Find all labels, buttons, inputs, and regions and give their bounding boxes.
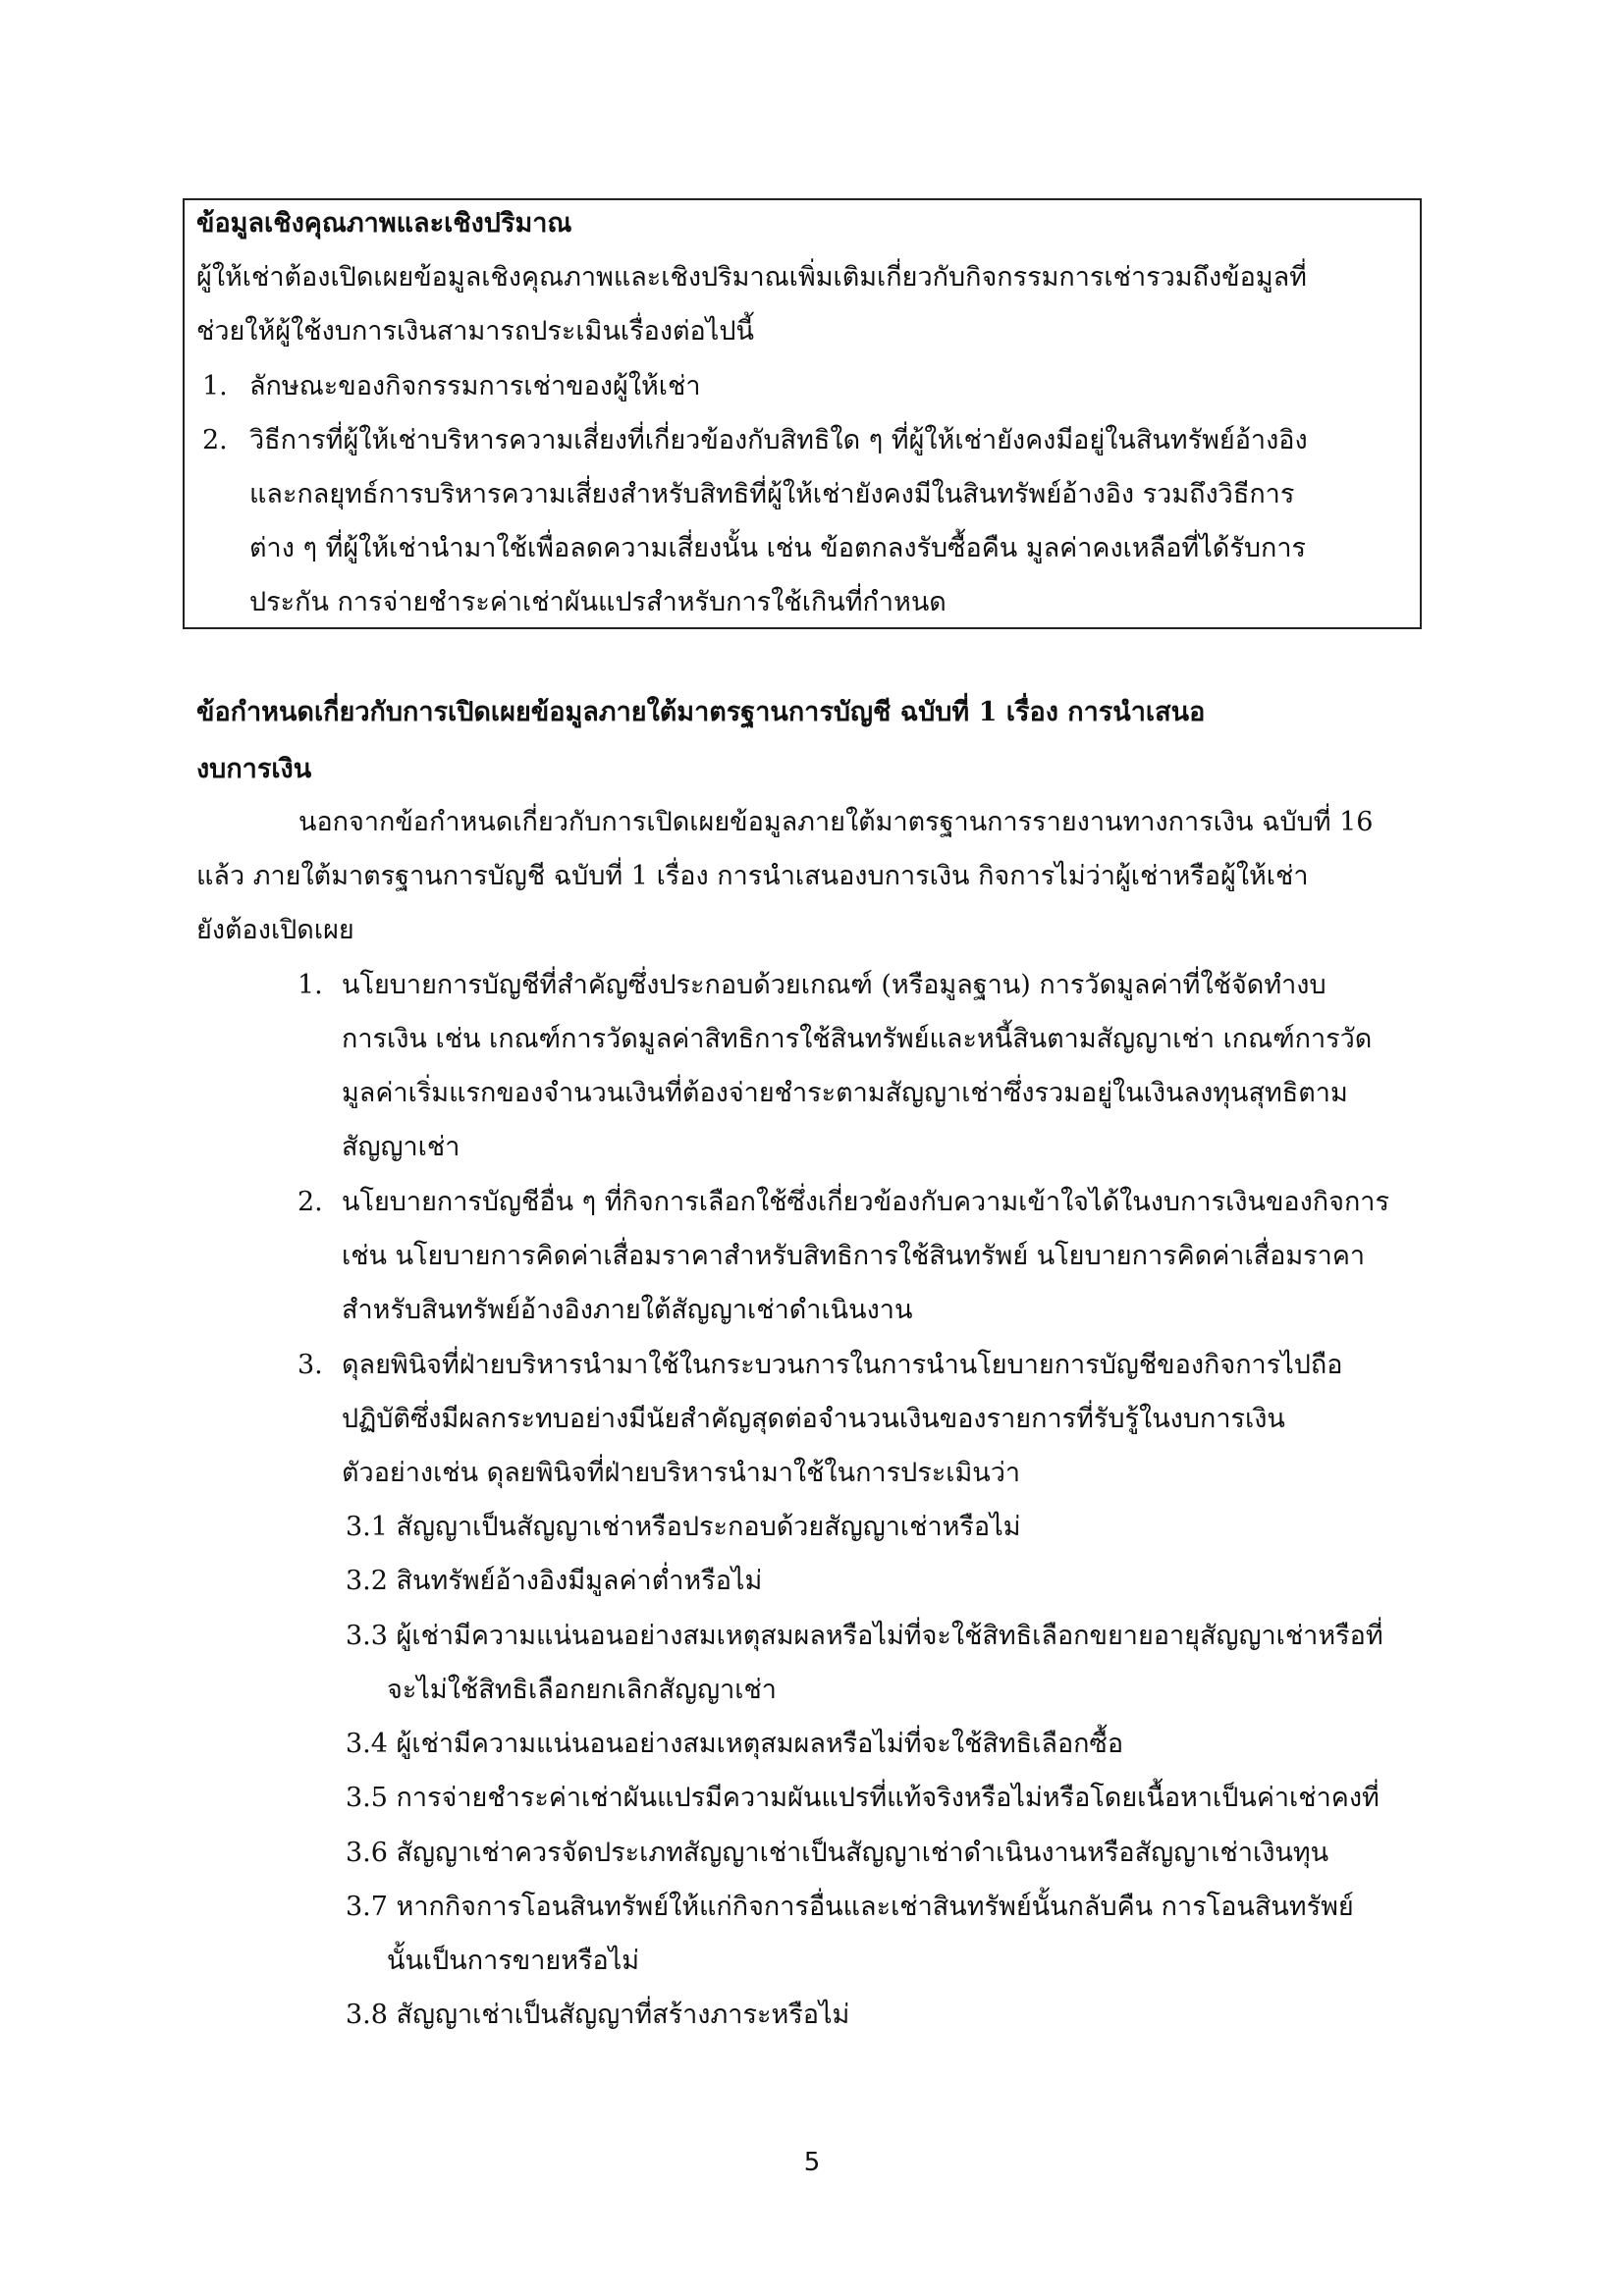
box-item-2-number: 2. [202,425,228,455]
list-item-3-line-3: ตัวอย่างเช่น ดุลยพินิจที่ฝ่ายบริหารนำมาใช้ในการประเมินว่า [342,1458,1021,1488]
box-intro-line-2: ช่วยให้ผู้ใช้งบการเงินสามารถประเมินเรื่องต่อไปนี้ [196,316,754,347]
sub-item-3-3-line-1: 3.3 ผู้เช่ามีความแน่นอนอย่างสมเหตุสมผลหรือไม่ที่จะใช้สิทธิเลือกขยายอายุสัญญาเช่าหรือที่ [346,1621,1383,1651]
sub-item-3-1: 3.1 สัญญาเป็นสัญญาเช่าหรือประกอบด้วยสัญญาเช่าหรือไม่ [346,1512,1021,1542]
list-item-1-line-2: การเงิน เช่น เกณฑ์การวัดมูลค่าสิทธิการใช้สินทรัพย์และหนี้สินตามสัญญาเช่า เกณฑ์การวัด [342,1024,1373,1054]
list-item-3-line-1: ดุลยพินิจที่ฝ่ายบริหารนำมาใช้ในกระบวนการในการนำนโยบายการบัญชีของกิจการไปถือ [342,1350,1343,1380]
paragraph-line-3: ยังต้องเปิดเผย [196,915,354,945]
box-item-2-line-4: ประกัน การจ่ายชำระค่าเช่าผันแปรสำหรับการใช้เกินที่กำหนด [249,587,947,617]
list-item-1-line-3: มูลค่าเริ่มแรกของจำนวนเงินที่ต้องจ่ายชำระตามสัญญาเช่าซึ่งรวมอยู่ในเงินลงทุนสุทธิตาม [342,1078,1348,1108]
list-item-3-number: 3. [298,1350,323,1380]
sub-item-3-8: 3.8 สัญญาเช่าเป็นสัญญาที่สร้างภาระหรือไม่ [346,2000,850,2030]
box-intro-line-1: ผู้ให้เช่าต้องเปิดเผยข้อมูลเชิงคุณภาพและเชิงปริมาณเพิ่มเติมเกี่ยวกับกิจกรรมการเช่ารวมถึงข้อมูลที่ [196,262,1307,293]
list-item-2-number: 2. [298,1187,323,1217]
box-title: ข้อมูลเชิงคุณภาพและเชิงปริมาณ [196,208,572,239]
list-item-3-line-2: ปฏิบัติซึ่งมีผลกระทบอย่างมีนัยสำคัญสุดต่อจำนวนเงินของรายการที่รับรู้ในงบการเงิน [342,1404,1285,1434]
box-item-2-line-3: ต่าง ๆ ที่ผู้ให้เช่านำมาใช้เพื่อลดความเสี่ยงนั้น เช่น ข้อตกลงรับซื้อคืน มูลค่าคงเหลือที่ได้รับการ [249,533,1306,563]
paragraph-line-2: แล้ว ภายใต้มาตรฐานการบัญชี ฉบับที่ 1 เรื่อง การนำเสนองบการเงิน กิจการไม่ว่าผู้เช่าหรือผู้ให้เช่า [196,861,1309,891]
section-heading-line-1: ข้อกำหนดเกี่ยวกับการเปิดเผยข้อมูลภายใต้มาตรฐานการบัญชี ฉบับที่ 1 เรื่อง การนำเสนอ [196,697,1206,727]
list-item-2-line-3: สำหรับสินทรัพย์อ้างอิงภายใต้สัญญาเช่าดำเนินงาน [342,1295,913,1325]
sub-item-3-4: 3.4 ผู้เช่ามีความแน่นอนอย่างสมเหตุสมผลหรือไม่ที่จะใช้สิทธิเลือกซื้อ [346,1729,1124,1759]
sub-item-3-7-line-1: 3.7 หากกิจการโอนสินทรัพย์ให้แก่กิจการอื่นและเช่าสินทรัพย์นั้นกลับคืน การโอนสินทรัพย์ [346,1892,1354,1922]
list-item-2-line-1: นโยบายการบัญชีอื่น ๆ ที่กิจการเลือกใช้ซึ่งเกี่ยวข้องกับความเข้าใจได้ในงบการเงินของกิจการ [342,1187,1389,1217]
box-item-1-number: 1. [202,371,228,401]
sub-item-3-6: 3.6 สัญญาเช่าควรจัดประเภทสัญญาเช่าเป็นสัญญาเช่าดำเนินงานหรือสัญญาเช่าเงินทุน [346,1838,1329,1868]
list-item-1-line-4: สัญญาเช่า [342,1132,460,1162]
list-item-1-line-1: นโยบายการบัญชีที่สำคัญซึ่งประกอบด้วยเกณฑ์ (หรือมูลฐาน) การวัดมูลค่าที่ใช้จัดทำงบ [342,970,1326,1000]
section-heading-line-2: งบการเงิน [196,754,312,784]
sub-item-3-7-line-2: นั้นเป็นการขายหรือไม่ [387,1946,640,1976]
paragraph-line-1: นอกจากข้อกำหนดเกี่ยวกับการเปิดเผยข้อมูลภายใต้มาตรฐานการรายงานทางการเงิน ฉบับที่ 16 [298,807,1374,837]
sub-item-3-2: 3.2 สินทรัพย์อ้างอิงมีมูลค่าต่ำหรือไม่ [346,1566,763,1596]
list-item-2-line-2: เช่น นโยบายการคิดค่าเสื่อมราคาสำหรับสิทธิการใช้สินทรัพย์ นโยบายการคิดค่าเสื่อมราคา [342,1241,1366,1271]
list-item-1-number: 1. [298,970,323,1000]
box-item-2-line-1: วิธีการที่ผู้ให้เช่าบริหารความเสี่ยงที่เกี่ยวข้องกับสิทธิใด ๆ ที่ผู้ให้เช่ายังคงมีอยู่ในสินทรัพย์อ้างอิง [249,425,1308,455]
sub-item-3-3-line-2: จะไม่ใช้สิทธิเลือกยกเลิกสัญญาเช่า [387,1675,777,1705]
box-item-2-line-2: และกลยุทธ์การบริหารความเสี่ยงสำหรับสิทธิที่ผู้ให้เช่ายังคงมีในสินทรัพย์อ้างอิง รวมถึงวิธีการ [249,479,1295,509]
page-number: 5 [803,2148,821,2177]
sub-item-3-5: 3.5 การจ่ายชำระค่าเช่าผันแปรมีความผันแปรที่แท้จริงหรือไม่หรือโดยเนื้อหาเป็นค่าเช่าคงที่ [346,1783,1380,1813]
box-item-1-text: ลักษณะของกิจกรรมการเช่าของผู้ให้เช่า [249,371,701,401]
